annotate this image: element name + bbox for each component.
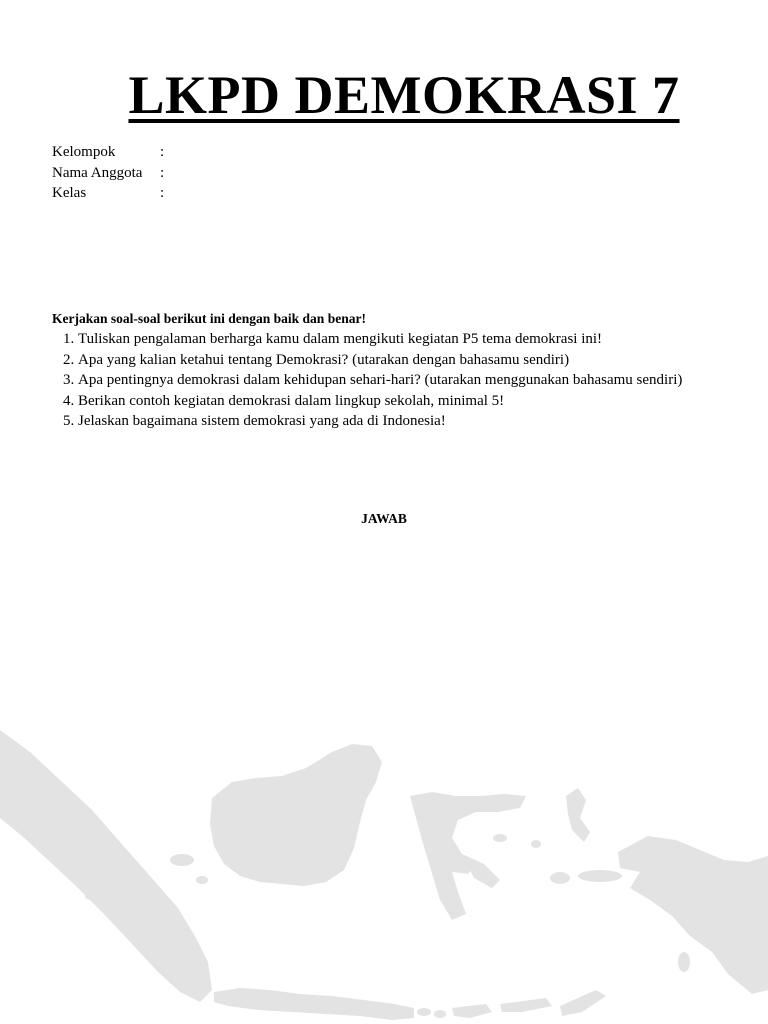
identity-row-nama-anggota [52, 163, 164, 184]
identity-label: Kelas [52, 185, 87, 201]
maluku-small-island [531, 840, 541, 848]
timor-island [560, 990, 606, 1016]
sumbawa-island [452, 1004, 492, 1018]
sumatra-island [0, 730, 212, 1002]
question-item [52, 392, 712, 412]
kalimantan-island [210, 744, 382, 886]
page-title: LKPD DEMOKRASI 7 [128, 65, 680, 125]
identity-label: Kelompok [52, 144, 116, 160]
question-item [52, 412, 712, 432]
question-text: Apa pentingnya demokrasi dalam kehidupan sehari-hari? (utarakan menggunakan bahasamu sendiri) [78, 372, 683, 388]
question-text: Tuliskan pengalaman berharga kamu dalam mengikuti kegiatan P5 tema demokrasi ini! [78, 331, 603, 347]
instruction-text: Kerjakan soal-soal berikut ini dengan baik dan benar! [52, 311, 366, 326]
aru-island [678, 952, 690, 972]
flores-island [500, 998, 552, 1012]
nias-island [85, 892, 99, 900]
question-item [52, 351, 712, 371]
java-island [214, 988, 414, 1020]
bangka-island [170, 854, 194, 866]
question-number: 5. [63, 413, 75, 429]
identity-colon: : [160, 164, 165, 181]
question-text: Berikan contoh kegiatan demokrasi dalam lingkup sekolah, minimal 5! [78, 392, 505, 409]
question-number: 1. [63, 331, 75, 347]
belitung-island [196, 876, 208, 884]
identity-label: Nama Anggota [52, 164, 143, 181]
seram-island [578, 870, 622, 882]
question-text: Jelaskan bagaimana sistem demokrasi yang ada di Indonesia! [78, 413, 446, 429]
identity-row-kelas [52, 183, 164, 204]
question-list [52, 330, 712, 433]
question-item [52, 330, 712, 350]
buru-island [550, 872, 570, 884]
identity-block [52, 142, 164, 204]
lombok-island [434, 1010, 446, 1018]
question-text: Apa yang kalian ketahui tentang Demokrasi? (utarakan dengan bahasamu sendiri) [78, 351, 570, 368]
papua-island [618, 836, 768, 994]
question-number: 3. [63, 372, 75, 388]
question-number: 4. [63, 392, 75, 409]
mentawai-island [52, 847, 64, 853]
identity-colon: : [160, 144, 165, 160]
banggai-island [493, 834, 507, 842]
indonesia-map-icon [0, 700, 768, 1024]
question-item [52, 371, 712, 391]
bali-island [417, 1008, 431, 1016]
question-number: 2. [63, 351, 75, 368]
halmahera-island [566, 788, 590, 842]
identity-row-kelompok [52, 142, 164, 163]
answer-heading: JAWAB [361, 511, 407, 526]
sulawesi-island [410, 792, 526, 920]
identity-colon: : [160, 185, 165, 201]
map-shapes [0, 730, 768, 1020]
